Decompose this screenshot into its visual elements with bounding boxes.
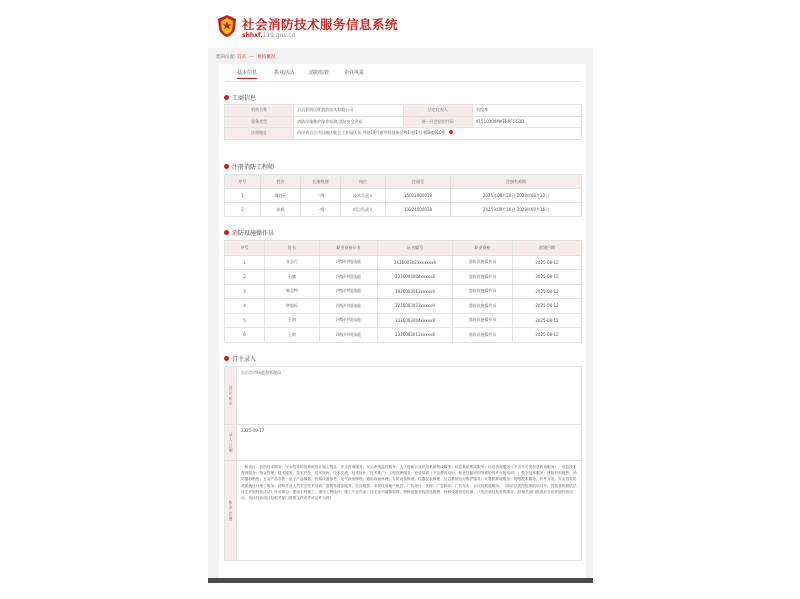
site-domain: shhxf.119.gov.cn — [242, 32, 296, 39]
cell: 15022000018 — [386, 189, 451, 203]
table-row — [225, 425, 582, 461]
tab-basic-info[interactable]: 基本信息 — [237, 69, 257, 79]
cell: 2025年08月20日-2028年08月20日 — [451, 189, 582, 203]
cell: 2336003013xxxxx8 — [378, 328, 453, 343]
col-header: 注册级别 — [301, 175, 341, 189]
tab-underline — [225, 81, 580, 82]
cell: 项目负责人 — [341, 203, 386, 217]
col-header: 证书编号 — [378, 241, 453, 256]
cell: 一级 — [301, 203, 341, 217]
table-row — [225, 189, 582, 203]
org-name-value: 自贡智润远维消防技术有限公司 — [294, 105, 403, 117]
cell: 2336003004xxxxx8 — [378, 313, 453, 328]
cell: 2025-08-12 — [513, 313, 582, 328]
site-title: 社会消防技术服务信息系统 — [242, 17, 399, 32]
section-self-entry: 自主录入 — [224, 354, 256, 363]
cell: 5 — [225, 313, 265, 328]
col-header: 创建日期 — [513, 241, 582, 256]
business-scope-cell — [237, 461, 582, 561]
business-scope-value: 一般项目：消防技术服务；安全技术防范系统设计施工服务；安全咨询服务；安全系统监控服务；人工智能行业应用系统集成服务；信息系统集成服务；信息咨询服务（不含许可类信息咨询服务）；信息技术咨询服务；物业管理；技术服务、技术开发、技术咨询、技术交流、技术转让、技术推广；工程管理服务；业务培训（不含教育培训、职业技能培训等需取得许可的培训）；数字技术服务；建筑材料销售；消防器材销售；五金产品零售；电子产品销售；机械设备销售；电气设备修理；通用设备修理；专用设备修理；仪器仪表修理；信息系统运行维护服务；计算机系统服务；网络技术服务；软件开发；安全技术防范系统设计施工服务；特种作业人员安全技术培训；建筑物清洁服务；住房租赁；非居住房地产租赁；广告设计、代理；广告制作；广告发布；会议及展览服务。（除依法须经批准的项目外，凭营业执照依法自主开展经营活动）许可项目：建设工程施工；建设工程设计；施工专业作业；住宅室内装饰装修；特种设备安装改造修理；特种设备检验检测。（依法须经批准的项目，经相关部门批准后方可开展经营活动，具体经营项目以相关部门批准文件或许可证件为准） — [241, 465, 577, 501]
label-service-type: 服务类型 — [225, 116, 294, 128]
cell: 韩志特 — [265, 284, 320, 299]
section-bullet-icon — [224, 356, 229, 361]
operators-table — [224, 240, 582, 343]
table-row — [225, 116, 582, 128]
col-header: 序号 — [225, 241, 265, 256]
breadcrumb-prefix: 您的位置: — [216, 55, 236, 60]
cell: 2336003004xxxxx8 — [378, 270, 453, 285]
label-registration-authority: 登记机关 — [225, 367, 237, 425]
engineers-table — [224, 174, 582, 217]
col-header: 姓名 — [261, 175, 301, 189]
breadcrumb-current: 机构概况 — [257, 55, 276, 60]
section-bullet-icon — [224, 95, 229, 100]
cell: 2436003023xxxxxx9 — [378, 255, 453, 270]
cell: 2025-08-12 — [513, 255, 582, 270]
label-credit-code: 统一社会信用代码 — [403, 116, 472, 128]
table-row — [225, 461, 582, 561]
cell: 四级/中级技能 — [320, 313, 378, 328]
section-operators: 消防设施操作员 — [224, 228, 274, 237]
service-type-value: 消防设施维护保养检测,消防安全评估 — [294, 116, 403, 128]
section-bullet-icon — [224, 230, 229, 235]
cell: 2025-08-12 — [513, 328, 582, 343]
cell: 四级/中级技能 — [320, 328, 378, 343]
col-header: 职业资格证书 — [320, 241, 378, 256]
label-org-name: 机构名称 — [225, 105, 294, 117]
table-header-row — [225, 175, 582, 189]
cell: 张志行 — [265, 255, 320, 270]
cell: 1 — [225, 189, 261, 203]
table-row — [225, 203, 582, 217]
cell: 消防设施操作员 — [453, 270, 513, 285]
registration-authority-value: 自贡市市场监督管理局 — [237, 367, 582, 425]
section-bullet-icon — [224, 164, 229, 169]
cell: 技术负责人 — [341, 189, 386, 203]
cell: 6 — [225, 328, 265, 343]
footer-bar — [208, 578, 593, 583]
cell: 四级/中级技能 — [320, 299, 378, 314]
table-row — [225, 128, 582, 140]
cell: 消防设施操作员 — [453, 299, 513, 314]
cell: 2025-08-12 — [513, 270, 582, 285]
cell: 13224000038 — [386, 203, 451, 217]
col-header: 注册有效期 — [451, 175, 582, 189]
self-entry-table — [224, 366, 582, 561]
cell: 消防设施操作员 — [453, 313, 513, 328]
col-header: 序号 — [225, 175, 261, 189]
credit-code-value: 91510300MAERPFGG3D — [472, 116, 581, 128]
table-row — [225, 299, 582, 314]
cell: 钟敬标 — [265, 299, 320, 314]
cell: 2025年09月16日-2028年09月16日 — [451, 203, 582, 217]
cell: 消防设施操作员 — [453, 328, 513, 343]
tab-fire-supervision[interactable]: 消防监管 — [309, 70, 330, 76]
cell: 2025-08-12 — [513, 284, 582, 299]
cell: 2025-08-12 — [513, 299, 582, 314]
cell: 4 — [225, 299, 265, 314]
cell: 四级/中级技能 — [320, 255, 378, 270]
table-row — [225, 105, 582, 117]
cell: 3 — [225, 284, 265, 299]
cell: 1936003013xxxxx9 — [378, 284, 453, 299]
cell: 消防设施操作员 — [453, 284, 513, 299]
reg-address-cell — [294, 128, 582, 140]
fire-rescue-emblem-icon — [216, 14, 238, 38]
cell: 四级/中级技能 — [320, 284, 378, 299]
col-header: 岗位 — [341, 175, 386, 189]
section-engineers: 注册消防工程师 — [224, 162, 274, 171]
breadcrumb-separator: — — [249, 55, 254, 60]
cell: 四级/中级技能 — [320, 270, 378, 285]
cell: 2236003023xxxxx9 — [378, 299, 453, 314]
cell: 1 — [225, 255, 265, 270]
map-pin-icon[interactable] — [448, 129, 454, 135]
label-entry-date: 录入日期 — [225, 425, 237, 461]
cell: 石鹏 — [265, 270, 320, 285]
cell: 一级 — [301, 189, 341, 203]
breadcrumb — [216, 54, 275, 60]
label-legal-rep: 法定代表人 — [403, 105, 472, 117]
table-header-row — [225, 241, 582, 256]
content-card — [219, 64, 586, 578]
table-row — [225, 270, 582, 285]
table-row — [225, 313, 582, 328]
cell: 黎诗元 — [261, 189, 301, 203]
cell: 消防设施操作员 — [453, 255, 513, 270]
entry-date-value: 2025-09-17 — [237, 425, 582, 461]
reg-address-value: 四川省自贡市沿滩区帐合工业园区东 坪路19号南坪科技新区栈1-辖1号 楼B楼910室 — [297, 130, 446, 136]
label-reg-address: 注册地址 — [225, 128, 294, 140]
tab-company-profile[interactable]: 企业风采 — [344, 70, 365, 76]
col-header: 注册号 — [386, 175, 451, 189]
label-business-scope: 执业范围 — [225, 461, 237, 561]
cell: 2 — [225, 203, 261, 217]
col-header: 职业资格 — [453, 241, 513, 256]
site-header — [216, 14, 596, 48]
table-row — [225, 255, 582, 270]
cell: 王海 — [265, 313, 320, 328]
tab-practice-activity[interactable]: 执业活动 — [274, 70, 295, 76]
cell: 2 — [225, 270, 265, 285]
table-row — [225, 284, 582, 299]
breadcrumb-home-link[interactable]: 首页 — [236, 55, 246, 60]
cell: 王朗 — [265, 328, 320, 343]
cell: 张娟 — [261, 203, 301, 217]
col-header: 姓名 — [265, 241, 320, 256]
table-row — [225, 367, 582, 425]
table-row — [225, 328, 582, 343]
section-business-info: 工商信息 — [224, 93, 256, 102]
business-info-table — [224, 104, 582, 140]
legal-rep-value: 刘俊林 — [472, 105, 581, 117]
